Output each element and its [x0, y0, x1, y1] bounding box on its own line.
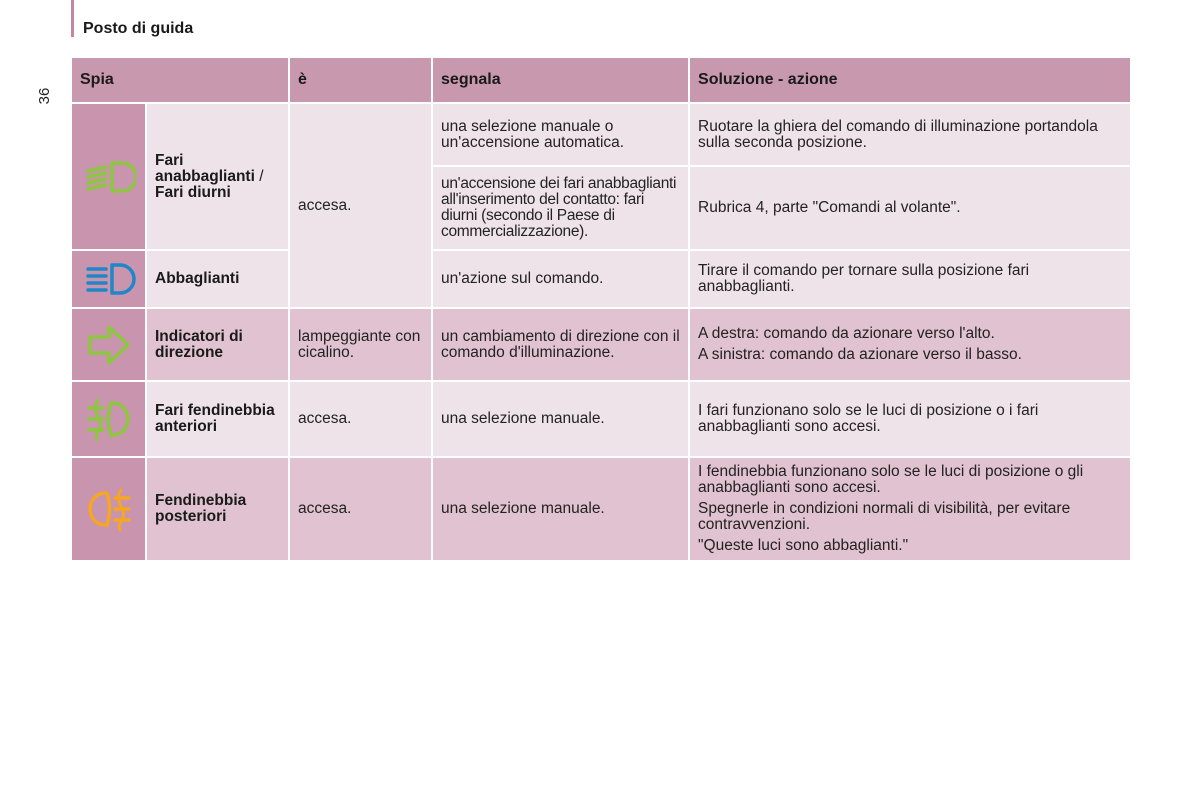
solution-line: Spegnerle in condizioni normali di visibilità, per evitare contravvenzioni.	[698, 500, 1071, 533]
name-front-fog: Fari fendinebbia anteriori	[146, 381, 289, 457]
icon-cell	[71, 381, 146, 457]
icon-cell	[71, 308, 146, 381]
signal-cell: una selezione manuale.	[432, 457, 689, 561]
section-title: Posto di guida	[83, 20, 194, 37]
solution-line: A sinistra: comando da azionare verso il basso.	[698, 346, 1022, 363]
signal-cell: un cambiamento di direzione con il comando d'illuminazione.	[432, 308, 689, 381]
state-cell: accesa.	[289, 457, 432, 561]
icon-cell	[71, 103, 146, 250]
solution-line: A destra: comando da azionare verso l'alto.	[698, 325, 995, 342]
name-direction-indicators: Indicatori di direzione	[146, 308, 289, 381]
state-cell: accesa.	[289, 381, 432, 457]
solution-cell	[689, 308, 1131, 381]
icon-cell	[71, 457, 146, 561]
state-cell: accesa.	[289, 103, 432, 308]
section-accent-bar	[71, 0, 74, 37]
state-cell: lampeggiante con cicalino.	[289, 308, 432, 381]
high-beam-headlamp-icon	[82, 260, 136, 298]
name-high-beam: Abbaglianti	[146, 250, 289, 308]
table-header-row	[71, 57, 1131, 103]
rear-fog-lamp-icon	[83, 486, 135, 532]
low-beam-headlamp-icon	[82, 157, 136, 197]
solution-cell: Rubrica 4, parte "Comandi al volante".	[689, 166, 1131, 250]
low-beam-name: Fari anabbaglianti	[155, 151, 255, 185]
table-row	[71, 308, 1131, 381]
table-row	[71, 250, 1131, 308]
table-row	[71, 381, 1131, 457]
warning-lights-table	[70, 56, 1132, 562]
header-state: è	[289, 57, 432, 103]
table-row	[71, 103, 1131, 166]
table-row	[71, 457, 1131, 561]
name-low-beam	[146, 103, 289, 250]
solution-cell: Ruotare la ghiera del comando di illuminazione portandola sulla seconda posizione.	[689, 103, 1131, 166]
direction-indicator-icon	[85, 322, 133, 368]
solution-cell: I fari funzionano solo se le luci di posizione o i fari anabbaglianti sono accesi.	[689, 381, 1131, 457]
icon-cell	[71, 250, 146, 308]
front-fog-lamp-icon	[83, 396, 135, 442]
daylight-name: Fari diurni	[155, 183, 231, 201]
header-signals: segnala	[432, 57, 689, 103]
header-spia: Spia	[71, 57, 289, 103]
signal-cell: un'accensione dei fari anabbaglianti all'inserimento del contatto: fari diurni (secondo il Paese di commercializzazione).	[432, 166, 689, 250]
name-separator: /	[254, 167, 264, 185]
header-solution: Soluzione - azione	[689, 57, 1131, 103]
name-rear-fog: Fendinebbia posteriori	[146, 457, 289, 561]
signal-cell: una selezione manuale o un'accensione automatica.	[432, 103, 689, 166]
solution-cell: Tirare il comando per tornare sulla posizione fari anabbaglianti.	[689, 250, 1131, 308]
solution-line: "Queste luci sono abbaglianti."	[698, 537, 909, 554]
solution-cell	[689, 457, 1131, 561]
signal-cell: una selezione manuale.	[432, 381, 689, 457]
solution-line: I fendinebbia funzionano solo se le luci di posizione o gli anabbaglianti sono accesi.	[698, 463, 1084, 496]
signal-cell: un'azione sul comando.	[432, 250, 689, 308]
page-number: 36	[36, 87, 53, 105]
